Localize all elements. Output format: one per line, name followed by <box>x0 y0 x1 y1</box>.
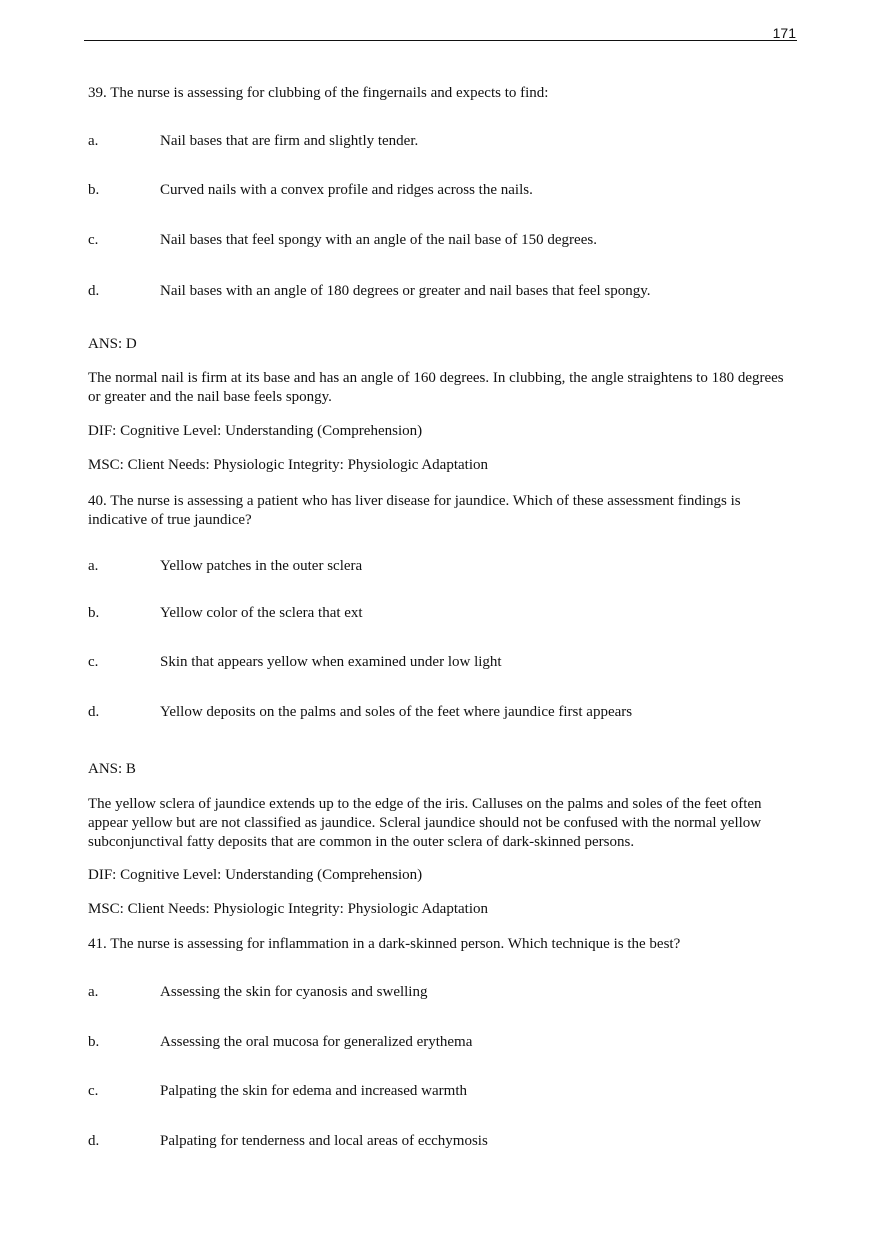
q41-option-a-text: Assessing the skin for cyanosis and swelling <box>160 984 428 1000</box>
q41-option-c-letter: c. <box>88 1083 99 1099</box>
q40-client-needs: MSC: Client Needs: Physiologic Integrity: Physiologic Adaptation <box>88 901 488 917</box>
q39-rationale: The normal nail is firm at its base and has an angle of 160 degrees. In clubbing, the angle straightens to 180 degrees or greater and the nail base feels spongy. <box>88 370 784 405</box>
header-rule <box>84 40 797 41</box>
question-41-stem: 41. The nurse is assessing for inflammation in a dark-skinned person. Which technique is the best? <box>88 936 681 952</box>
question-39-stem: 39. The nurse is assessing for clubbing of the fingernails and expects to find: <box>88 85 549 101</box>
q39-option-c-text: Nail bases that feel spongy with an angle of the nail base of 150 degrees. <box>160 232 597 248</box>
q39-option-a-letter: a. <box>88 133 99 149</box>
q39-option-d-text: Nail bases with an angle of 180 degrees or greater and nail bases that feel spongy. <box>160 283 651 299</box>
q39-option-d-letter: d. <box>88 283 100 299</box>
q41-option-c-text: Palpating the skin for edema and increased warmth <box>160 1083 467 1099</box>
question-40-stem: 40. The nurse is assessing a patient who has liver disease for jaundice. Which of these assessment findings is indicative of true jaundice? <box>88 493 741 528</box>
q41-option-a-letter: a. <box>88 984 99 1000</box>
page-number: 171 <box>772 25 796 41</box>
q40-answer: ANS: B <box>88 761 136 777</box>
q41-option-b-letter: b. <box>88 1034 100 1050</box>
q39-client-needs: MSC: Client Needs: Physiologic Integrity: Physiologic Adaptation <box>88 457 488 473</box>
q39-option-b-text: Curved nails with a convex profile and ridges across the nails. <box>160 182 533 198</box>
q41-option-d-text: Palpating for tenderness and local areas of ecchymosis <box>160 1133 488 1149</box>
q39-option-b-letter: b. <box>88 182 100 198</box>
q41-option-b-text: Assessing the oral mucosa for generalized erythema <box>160 1034 473 1050</box>
q40-option-b-text: Yellow color of the sclera that ext <box>160 605 363 621</box>
q39-option-c-letter: c. <box>88 232 99 248</box>
q40-option-d-letter: d. <box>88 704 100 720</box>
q39-difficulty: DIF: Cognitive Level: Understanding (Comprehension) <box>88 423 423 439</box>
q40-difficulty: DIF: Cognitive Level: Understanding (Comprehension) <box>88 867 423 883</box>
q40-option-b-letter: b. <box>88 605 100 621</box>
q39-option-a-text: Nail bases that are firm and slightly tender. <box>160 133 419 149</box>
q40-option-c-letter: c. <box>88 654 99 670</box>
q40-option-c-text: Skin that appears yellow when examined under low light <box>160 654 502 670</box>
q40-option-d-text: Yellow deposits on the palms and soles of the feet where jaundice first appears <box>160 704 633 720</box>
q41-option-d-letter: d. <box>88 1133 100 1149</box>
q40-option-a-letter: a. <box>88 558 99 574</box>
q39-answer: ANS: D <box>88 336 137 352</box>
q40-rationale: The yellow sclera of jaundice extends up to the edge of the iris. Calluses on the palms and soles of the feet often appear yellow but are not classified as jaundice. Scleral jaundice should not be confused with the normal yellow subconjunctival fatty deposits that are common in the outer sclera of dark-skinned persons. <box>88 796 762 850</box>
q40-option-a-text: Yellow patches in the outer sclera <box>160 558 363 574</box>
